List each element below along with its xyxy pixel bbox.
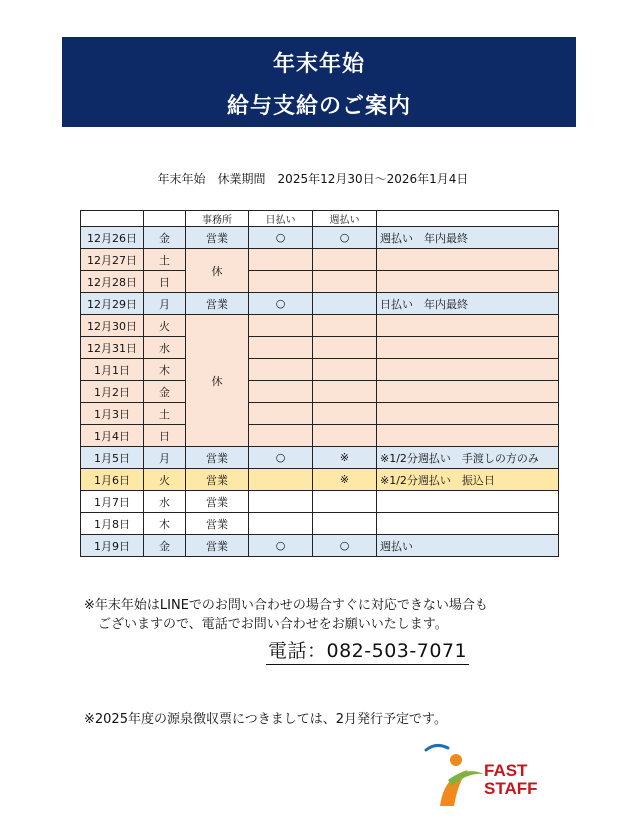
cell-daily: ○ <box>249 535 313 557</box>
table-row <box>81 337 559 359</box>
line-notice-2: ございますので、電話でお問い合わせをお願いいたします。 <box>98 617 448 632</box>
line-notice <box>84 596 488 634</box>
table-header-cell: 日払い <box>249 211 313 227</box>
cell-note: 週払い 年内最終 <box>377 227 559 249</box>
cell-weekly <box>313 381 377 403</box>
table-header-cell <box>144 211 186 227</box>
cell-dow: 金 <box>144 381 186 403</box>
cell-dow: 木 <box>144 513 186 535</box>
cell-office: 営業 <box>186 535 249 557</box>
table-row <box>81 403 559 425</box>
cell-note <box>377 359 559 381</box>
cell-office: 営業 <box>186 469 249 491</box>
cell-dow: 木 <box>144 359 186 381</box>
logo-text-fast: FAST <box>484 761 528 780</box>
cell-note <box>377 513 559 535</box>
cell-weekly: ○ <box>313 227 377 249</box>
cell-daily <box>249 491 313 513</box>
cell-weekly <box>313 403 377 425</box>
cell-date: 12月28日 <box>81 271 144 293</box>
cell-note: ※1/2分週払い 振込日 <box>377 469 559 491</box>
title-line-2: 給与支給のご案内 <box>226 94 411 119</box>
cell-daily <box>249 381 313 403</box>
cell-note: ※1/2分週払い 手渡しの方のみ <box>377 447 559 469</box>
cell-date: 12月26日 <box>81 227 144 249</box>
cell-daily <box>249 403 313 425</box>
cell-note <box>377 381 559 403</box>
table-header-cell <box>377 211 559 227</box>
cell-weekly <box>313 491 377 513</box>
cell-office: 営業 <box>186 293 249 315</box>
cell-daily <box>249 249 313 271</box>
cell-note: 日払い 年内最終 <box>377 293 559 315</box>
logo-mark-icon <box>418 740 558 810</box>
table-row <box>81 491 559 513</box>
cell-daily <box>249 469 313 491</box>
cell-daily <box>249 271 313 293</box>
table-row <box>81 513 559 535</box>
cell-dow: 火 <box>144 469 186 491</box>
cell-date: 1月2日 <box>81 381 144 403</box>
cell-weekly <box>313 425 377 447</box>
cell-dow: 日 <box>144 271 186 293</box>
table-row <box>81 359 559 381</box>
cell-note <box>377 491 559 513</box>
cell-dow: 金 <box>144 227 186 249</box>
cell-closed: 休 <box>186 315 249 447</box>
cell-note: 週払い <box>377 535 559 557</box>
cell-note <box>377 249 559 271</box>
cell-date: 1月6日 <box>81 469 144 491</box>
cell-date: 1月1日 <box>81 359 144 381</box>
cell-weekly: ※ <box>313 469 377 491</box>
cell-weekly <box>313 249 377 271</box>
cell-weekly <box>313 513 377 535</box>
table-row <box>81 271 559 293</box>
cell-daily <box>249 315 313 337</box>
table-header-row <box>81 211 559 227</box>
cell-note <box>377 425 559 447</box>
cell-date: 12月27日 <box>81 249 144 271</box>
cell-date: 1月3日 <box>81 403 144 425</box>
table-row <box>81 227 559 249</box>
cell-date: 1月4日 <box>81 425 144 447</box>
title-line-1: 年末年始 <box>272 52 365 77</box>
cell-date: 12月29日 <box>81 293 144 315</box>
cell-dow: 月 <box>144 293 186 315</box>
tax-notice: ※2025年度の源泉徴収票につきましては、2月発行予定です。 <box>84 712 447 727</box>
table-header-cell: 事務所 <box>186 211 249 227</box>
fast-staff-logo <box>418 740 558 810</box>
cell-weekly: ○ <box>313 535 377 557</box>
cell-dow: 日 <box>144 425 186 447</box>
cell-date: 12月30日 <box>81 315 144 337</box>
cell-daily <box>249 425 313 447</box>
cell-daily: ○ <box>249 447 313 469</box>
table-row <box>81 425 559 447</box>
table-row <box>81 249 559 271</box>
line-notice-1: ※年末年始はLINEでのお問い合わせの場合すぐに対応できない場合も <box>84 598 488 613</box>
table-row <box>81 293 559 315</box>
cell-note <box>377 315 559 337</box>
cell-weekly <box>313 315 377 337</box>
cell-date: 1月9日 <box>81 535 144 557</box>
cell-closed: 休 <box>186 249 249 293</box>
cell-dow: 金 <box>144 535 186 557</box>
cell-weekly <box>313 293 377 315</box>
cell-date: 1月5日 <box>81 447 144 469</box>
cell-weekly <box>313 359 377 381</box>
cell-note <box>377 403 559 425</box>
cell-note <box>377 271 559 293</box>
cell-office: 営業 <box>186 447 249 469</box>
cell-daily: ○ <box>249 227 313 249</box>
cell-weekly <box>313 337 377 359</box>
table-row <box>81 469 559 491</box>
cell-office: 営業 <box>186 491 249 513</box>
cell-dow: 土 <box>144 403 186 425</box>
cell-daily: ○ <box>249 293 313 315</box>
table-row <box>81 315 559 337</box>
cell-dow: 月 <box>144 447 186 469</box>
cell-dow: 火 <box>144 315 186 337</box>
cell-date: 1月8日 <box>81 513 144 535</box>
cell-date: 1月7日 <box>81 491 144 513</box>
table-header-cell <box>81 211 144 227</box>
table-row <box>81 381 559 403</box>
cell-date: 12月31日 <box>81 337 144 359</box>
table-header-cell: 週払い <box>313 211 377 227</box>
schedule-table <box>80 210 559 557</box>
cell-dow: 水 <box>144 337 186 359</box>
title-banner <box>62 37 576 127</box>
cell-note <box>377 337 559 359</box>
cell-office: 営業 <box>186 513 249 535</box>
cell-weekly <box>313 271 377 293</box>
cell-daily <box>249 359 313 381</box>
cell-daily <box>249 513 313 535</box>
table-row <box>81 447 559 469</box>
logo-text-staff: STAFF <box>484 779 538 798</box>
cell-office: 営業 <box>186 227 249 249</box>
cell-dow: 土 <box>144 249 186 271</box>
phone-number: 電話：082-503-7071 <box>266 636 469 665</box>
holiday-period: 年末年始 休業期間 2025年12月30日～2026年1月4日 <box>157 172 469 186</box>
cell-dow: 水 <box>144 491 186 513</box>
cell-daily <box>249 337 313 359</box>
cell-weekly: ※ <box>313 447 377 469</box>
table-row <box>81 535 559 557</box>
